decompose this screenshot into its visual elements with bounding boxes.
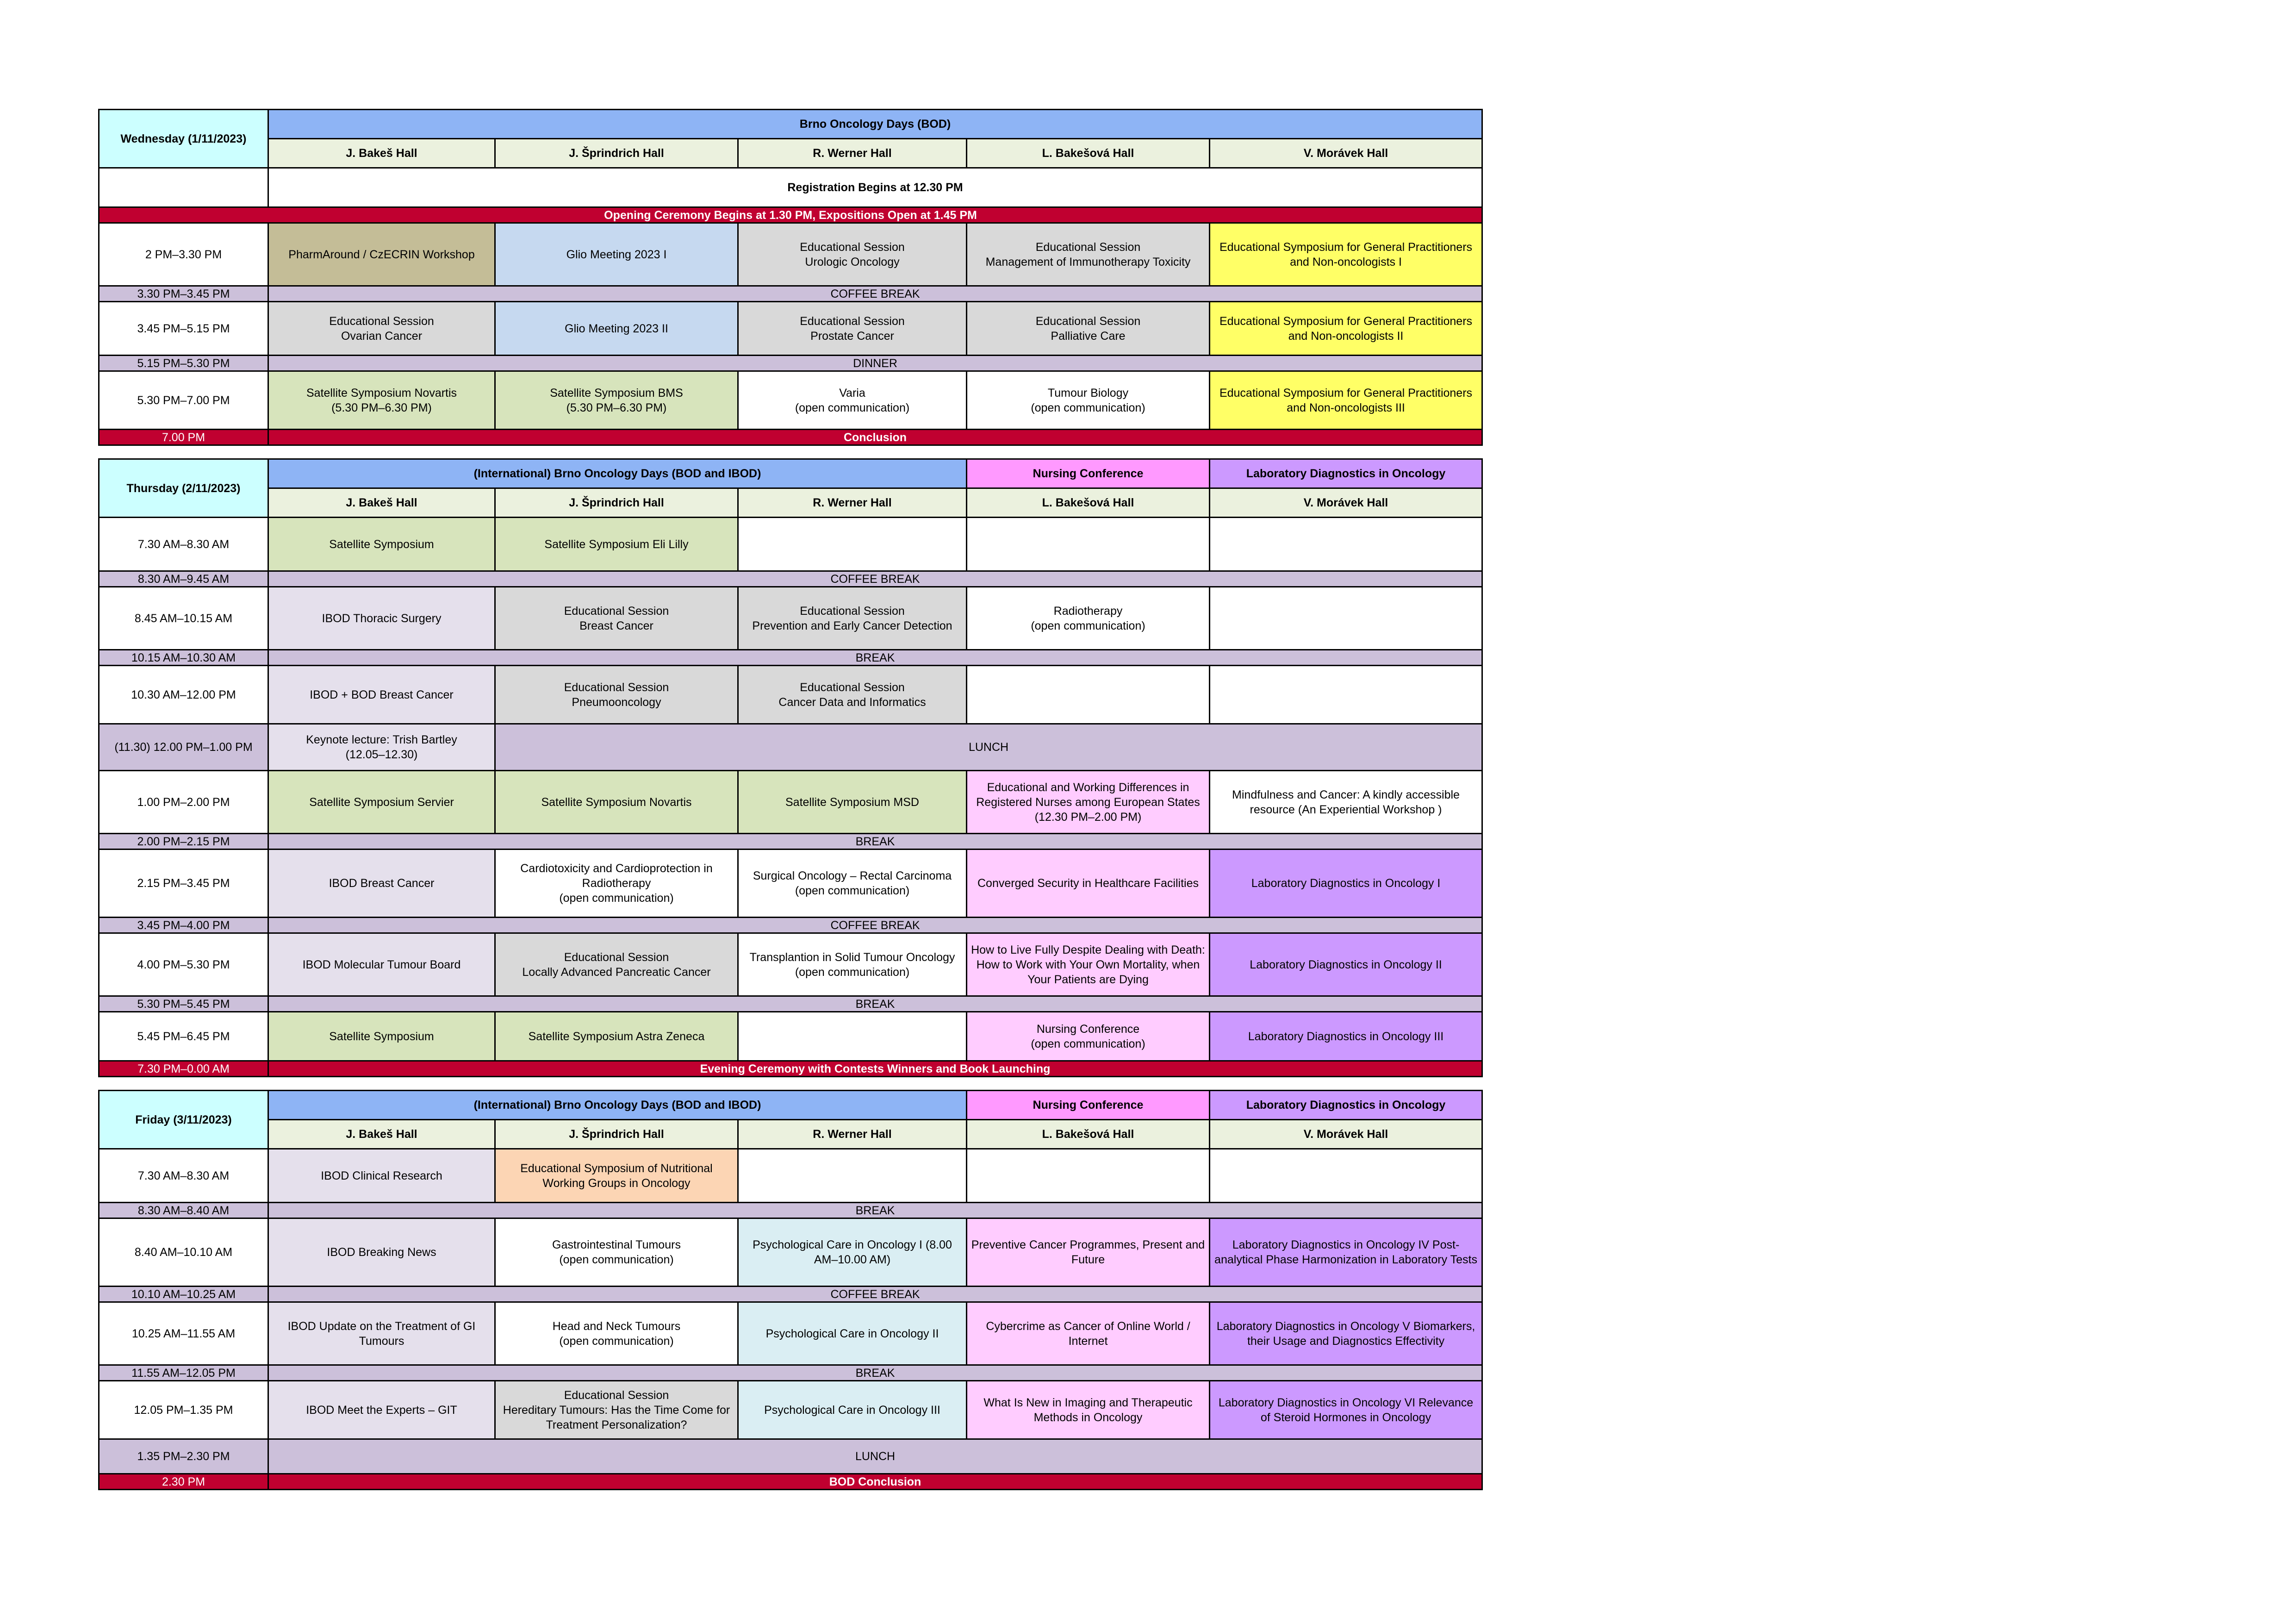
fri-s4-werner: Psychological Care in Oncology III: [738, 1381, 967, 1439]
thu-session-row: [99, 587, 1482, 650]
wed-hall-bakes: J. Bakeš Hall: [268, 139, 495, 168]
spacer: [99, 1077, 1482, 1091]
thu-break-row: [99, 650, 1482, 666]
fri-lunch: LUNCH: [268, 1439, 1482, 1474]
thu-day-label: Thursday (2/11/2023): [99, 459, 268, 518]
fri-s3-bakesova: Cybercrime as Cancer of Online World / Internet: [967, 1302, 1210, 1365]
thu-s3-bakes: IBOD + BOD Breast Cancer: [268, 666, 495, 724]
thu-hall-sprindrich: J. Šprindrich Hall: [495, 488, 738, 518]
thu-s2-sprindrich: Educational Session Breast Cancer: [495, 587, 738, 650]
fri-hall-werner: R. Werner Hall: [738, 1120, 967, 1149]
thu-s1-moravek: [1210, 518, 1482, 571]
thu-lunch-time: (11.30) 12.00 PM–1.00 PM: [99, 724, 268, 771]
thu-s5-moravek: Laboratory Diagnostics in Oncology I: [1210, 849, 1482, 918]
wed-s1-moravek: Educational Symposium for General Practitioners and Non-oncologists I: [1210, 223, 1482, 286]
fri-break-row: [99, 1365, 1482, 1381]
fri-s4-bakesova: What Is New in Imaging and Therapeutic Methods in Oncology: [967, 1381, 1210, 1439]
wed-break-row: [99, 356, 1482, 371]
wed-halls-row: [99, 139, 1482, 168]
wed-s2-time: 3.45 PM–5.15 PM: [99, 302, 268, 356]
thu-s7-time: 5.45 PM–6.45 PM: [99, 1012, 268, 1061]
fri-s4-moravek: Laboratory Diagnostics in Oncology VI Relevance of Steroid Hormones in Oncology: [1210, 1381, 1482, 1439]
wed-s1-bakesova: Educational Session Management of Immunotherapy Toxicity: [967, 223, 1210, 286]
thu-s5-time: 2.15 PM–3.45 PM: [99, 849, 268, 918]
thu-end-time: 7.30 PM–0.00 AM: [99, 1061, 268, 1077]
thu-lab-title: Laboratory Diagnostics in Oncology: [1210, 459, 1482, 488]
fri-s1-bakesova: [967, 1149, 1210, 1203]
fri-lab-title: Laboratory Diagnostics in Oncology: [1210, 1091, 1482, 1120]
fri-s2-sprindrich: Gastrointestinal Tumours (open communication): [495, 1218, 738, 1287]
thu-ceremony-row: [99, 1061, 1482, 1077]
wed-registration-row: [99, 168, 1482, 207]
thu-s7-bakes: Satellite Symposium: [268, 1012, 495, 1061]
fri-s1-bakes: IBOD Clinical Research: [268, 1149, 495, 1203]
thu-break-row: [99, 834, 1482, 849]
thu-s1-bakes: Satellite Symposium: [268, 518, 495, 571]
spacer: [99, 445, 1482, 459]
wed-session-row: [99, 302, 1482, 356]
wed-bod-title: Brno Oncology Days (BOD): [268, 110, 1482, 139]
wed-title-row: [99, 110, 1482, 139]
thu-session-row: [99, 771, 1482, 834]
fri-s3-werner: Psychological Care in Oncology II: [738, 1302, 967, 1365]
fri-s1-sprindrich: Educational Symposium of Nutritional Working Groups in Oncology: [495, 1149, 738, 1203]
thu-s2-werner: Educational Session Prevention and Early Cancer Detection: [738, 587, 967, 650]
wed-hall-moravek: V. Morávek Hall: [1210, 139, 1482, 168]
fri-break-row: [99, 1287, 1482, 1302]
fri-s2-werner: Psychological Care in Oncology I (8.00 AM–10.00 AM): [738, 1218, 967, 1287]
thu-s1-bakesova: [967, 518, 1210, 571]
wed-b1: COFFEE BREAK: [268, 286, 1482, 302]
thu-s5-sprindrich: Cardiotoxicity and Cardioprotection in Radiotherapy (open communication): [495, 849, 738, 918]
spacer-row: [99, 445, 1482, 459]
wed-s1-bakes: PharmAround / CzECRIN Workshop: [268, 223, 495, 286]
thu-s4-werner: Satellite Symposium MSD: [738, 771, 967, 834]
fri-s1-werner: [738, 1149, 967, 1203]
thu-lunch-row: [99, 724, 1482, 771]
wed-end-time: 7.00 PM: [99, 430, 268, 445]
thu-b4: COFFEE BREAK: [268, 918, 1482, 933]
thu-s6-bakesova: How to Live Fully Despite Dealing with Death: How to Work with Your Own Mortality, when Your Patients are Dying: [967, 933, 1210, 996]
fri-b2: COFFEE BREAK: [268, 1287, 1482, 1302]
fri-s2-time: 8.40 AM–10.10 AM: [99, 1218, 268, 1287]
fri-day-label: Friday (3/11/2023): [99, 1091, 268, 1149]
fri-title-row: [99, 1091, 1482, 1120]
wed-b1-time: 3.30 PM–3.45 PM: [99, 286, 268, 302]
wed-s1-sprindrich: Glio Meeting 2023 I: [495, 223, 738, 286]
thu-lunch: LUNCH: [495, 724, 1482, 771]
thu-s4-moravek: Mindfulness and Cancer: A kindly accessible resource (An Experiential Workshop ): [1210, 771, 1482, 834]
thu-nursing-title: Nursing Conference: [967, 459, 1210, 488]
thu-b2: BREAK: [268, 650, 1482, 666]
thu-b5: BREAK: [268, 996, 1482, 1012]
thu-b3-time: 2.00 PM–2.15 PM: [99, 834, 268, 849]
thu-s7-werner: [738, 1012, 967, 1061]
fri-session-row: [99, 1381, 1482, 1439]
wed-conclusion: Conclusion: [268, 430, 1482, 445]
thu-b2-time: 10.15 AM–10.30 AM: [99, 650, 268, 666]
thu-s3-bakesova: [967, 666, 1210, 724]
thu-s3-werner: Educational Session Cancer Data and Informatics: [738, 666, 967, 724]
wed-s1-time: 2 PM–3.30 PM: [99, 223, 268, 286]
thu-break-row: [99, 996, 1482, 1012]
fri-hall-bakes: J. Bakeš Hall: [268, 1120, 495, 1149]
thu-ibod-title: (International) Brno Oncology Days (BOD and IBOD): [268, 459, 967, 488]
fri-hall-bakesova: L. Bakešová Hall: [967, 1120, 1210, 1149]
thu-b3: BREAK: [268, 834, 1482, 849]
wed-s3-werner: Varia (open communication): [738, 371, 967, 430]
fri-s1-moravek: [1210, 1149, 1482, 1203]
wed-s3-bakesova: Tumour Biology (open communication): [967, 371, 1210, 430]
thu-session-row: [99, 666, 1482, 724]
fri-session-row: [99, 1149, 1482, 1203]
thu-b4-time: 3.45 PM–4.00 PM: [99, 918, 268, 933]
conference-schedule: [98, 109, 1483, 1490]
thu-b1-time: 8.30 AM–9.45 AM: [99, 571, 268, 587]
wed-s3-bakes: Satellite Symposium Novartis (5.30 PM–6.30 PM): [268, 371, 495, 430]
fri-s2-bakesova: Preventive Cancer Programmes, Present and Future: [967, 1218, 1210, 1287]
fri-lunch-time: 1.35 PM–2.30 PM: [99, 1439, 268, 1474]
fri-b1: BREAK: [268, 1203, 1482, 1218]
thu-s2-bakes: IBOD Thoracic Surgery: [268, 587, 495, 650]
fri-hall-sprindrich: J. Šprindrich Hall: [495, 1120, 738, 1149]
spacer-row: [99, 1077, 1482, 1091]
wed-s2-sprindrich: Glio Meeting 2023 II: [495, 302, 738, 356]
wed-hall-sprindrich: J. Šprindrich Hall: [495, 139, 738, 168]
wed-s2-moravek: Educational Symposium for General Practitioners and Non-oncologists II: [1210, 302, 1482, 356]
fri-bod-conclusion: BOD Conclusion: [268, 1474, 1482, 1490]
wed-session-row: [99, 223, 1482, 286]
fri-s3-moravek: Laboratory Diagnostics in Oncology V Biomarkers, their Usage and Diagnostics Effectivity: [1210, 1302, 1482, 1365]
wed-break-row: [99, 286, 1482, 302]
fri-end-time: 2.30 PM: [99, 1474, 268, 1490]
fri-s4-bakes: IBOD Meet the Experts – GIT: [268, 1381, 495, 1439]
thu-keynote: Keynote lecture: Trish Bartley (12.05–12.30): [268, 724, 495, 771]
fri-ibod-title: (International) Brno Oncology Days (BOD and IBOD): [268, 1091, 967, 1120]
thu-session-row: [99, 518, 1482, 571]
thu-s5-bakesova: Converged Security in Healthcare Facilities: [967, 849, 1210, 918]
fri-s1-time: 7.30 AM–8.30 AM: [99, 1149, 268, 1203]
fri-conclusion-row: [99, 1474, 1482, 1490]
thu-s4-sprindrich: Satellite Symposium Novartis: [495, 771, 738, 834]
fri-lunch-row: [99, 1439, 1482, 1474]
wed-day-label: Wednesday (1/11/2023): [99, 110, 268, 168]
thu-s5-bakes: IBOD Breast Cancer: [268, 849, 495, 918]
fri-b2-time: 10.10 AM–10.25 AM: [99, 1287, 268, 1302]
wed-registration-time: [99, 168, 268, 207]
fri-s3-time: 10.25 AM–11.55 AM: [99, 1302, 268, 1365]
thu-s6-sprindrich: Educational Session Locally Advanced Pancreatic Cancer: [495, 933, 738, 996]
fri-nursing-title: Nursing Conference: [967, 1091, 1210, 1120]
thu-session-row: [99, 1012, 1482, 1061]
fri-s2-bakes: IBOD Breaking News: [268, 1218, 495, 1287]
fri-s4-sprindrich: Educational Session Hereditary Tumours: Has the Time Come for Treatment Personalization?: [495, 1381, 738, 1439]
thu-s1-werner: [738, 518, 967, 571]
fri-s2-moravek: Laboratory Diagnostics in Oncology IV Post-analytical Phase Harmonization in Laboratory Tests: [1210, 1218, 1482, 1287]
thu-b5-time: 5.30 PM–5.45 PM: [99, 996, 268, 1012]
fri-s4-time: 12.05 PM–1.35 PM: [99, 1381, 268, 1439]
wed-conclusion-row: [99, 430, 1482, 445]
wed-s2-bakesova: Educational Session Palliative Care: [967, 302, 1210, 356]
wed-opening-ceremony: Opening Ceremony Begins at 1.30 PM, Expositions Open at 1.45 PM: [99, 207, 1482, 223]
thu-s3-sprindrich: Educational Session Pneumooncology: [495, 666, 738, 724]
fri-b3-time: 11.55 AM–12.05 PM: [99, 1365, 268, 1381]
thu-s2-bakesova: Radiotherapy (open communication): [967, 587, 1210, 650]
thu-s2-time: 8.45 AM–10.15 AM: [99, 587, 268, 650]
fri-b1-time: 8.30 AM–8.40 AM: [99, 1203, 268, 1218]
thu-s1-time: 7.30 AM–8.30 AM: [99, 518, 268, 571]
thu-session-row: [99, 849, 1482, 918]
thu-hall-werner: R. Werner Hall: [738, 488, 967, 518]
thu-session-row: [99, 933, 1482, 996]
wed-s3-moravek: Educational Symposium for General Practitioners and Non-oncologists III: [1210, 371, 1482, 430]
thu-break-row: [99, 918, 1482, 933]
fri-session-row: [99, 1218, 1482, 1287]
thu-evening-ceremony: Evening Ceremony with Contests Winners and Book Launching: [268, 1061, 1482, 1077]
wed-b2: DINNER: [268, 356, 1482, 371]
thu-s2-moravek: [1210, 587, 1482, 650]
wed-s1-werner: Educational Session Urologic Oncology: [738, 223, 967, 286]
thu-s7-sprindrich: Satellite Symposium Astra Zeneca: [495, 1012, 738, 1061]
wed-b2-time: 5.15 PM–5.30 PM: [99, 356, 268, 371]
fri-hall-moravek: V. Morávek Hall: [1210, 1120, 1482, 1149]
thu-s1-sprindrich: Satellite Symposium Eli Lilly: [495, 518, 738, 571]
wed-session-row: [99, 371, 1482, 430]
thu-s4-bakes: Satellite Symposium Servier: [268, 771, 495, 834]
thu-b1: COFFEE BREAK: [268, 571, 1482, 587]
fri-break-row: [99, 1203, 1482, 1218]
thu-s5-werner: Surgical Oncology – Rectal Carcinoma (open communication): [738, 849, 967, 918]
wed-s3-time: 5.30 PM–7.00 PM: [99, 371, 268, 430]
thu-s3-time: 10.30 AM–12.00 PM: [99, 666, 268, 724]
fri-b3: BREAK: [268, 1365, 1482, 1381]
thu-s6-moravek: Laboratory Diagnostics in Oncology II: [1210, 933, 1482, 996]
thu-s4-time: 1.00 PM–2.00 PM: [99, 771, 268, 834]
wed-opening-row: [99, 207, 1482, 223]
fri-s3-sprindrich: Head and Neck Tumours (open communication): [495, 1302, 738, 1365]
wed-hall-werner: R. Werner Hall: [738, 139, 967, 168]
fri-halls-row: [99, 1120, 1482, 1149]
thu-hall-moravek: V. Morávek Hall: [1210, 488, 1482, 518]
wed-s2-bakes: Educational Session Ovarian Cancer: [268, 302, 495, 356]
thu-title-row: [99, 459, 1482, 488]
thu-s6-bakes: IBOD Molecular Tumour Board: [268, 933, 495, 996]
wed-s2-werner: Educational Session Prostate Cancer: [738, 302, 967, 356]
thu-halls-row: [99, 488, 1482, 518]
thu-s7-moravek: Laboratory Diagnostics in Oncology III: [1210, 1012, 1482, 1061]
thu-s7-bakesova: Nursing Conference (open communication): [967, 1012, 1210, 1061]
fri-s3-bakes: IBOD Update on the Treatment of GI Tumours: [268, 1302, 495, 1365]
thu-hall-bakes: J. Bakeš Hall: [268, 488, 495, 518]
thu-s3-moravek: [1210, 666, 1482, 724]
thu-s4-bakesova: Educational and Working Differences in Registered Nurses among European States (12.30 PM–2.00 PM): [967, 771, 1210, 834]
thu-break-row: [99, 571, 1482, 587]
thu-hall-bakesova: L. Bakešová Hall: [967, 488, 1210, 518]
wed-registration: Registration Begins at 12.30 PM: [268, 168, 1482, 207]
wed-hall-bakesova: L. Bakešová Hall: [967, 139, 1210, 168]
fri-session-row: [99, 1302, 1482, 1365]
thu-s6-time: 4.00 PM–5.30 PM: [99, 933, 268, 996]
thu-s6-werner: Transplantion in Solid Tumour Oncology (open communication): [738, 933, 967, 996]
wed-s3-sprindrich: Satellite Symposium BMS (5.30 PM–6.30 PM): [495, 371, 738, 430]
